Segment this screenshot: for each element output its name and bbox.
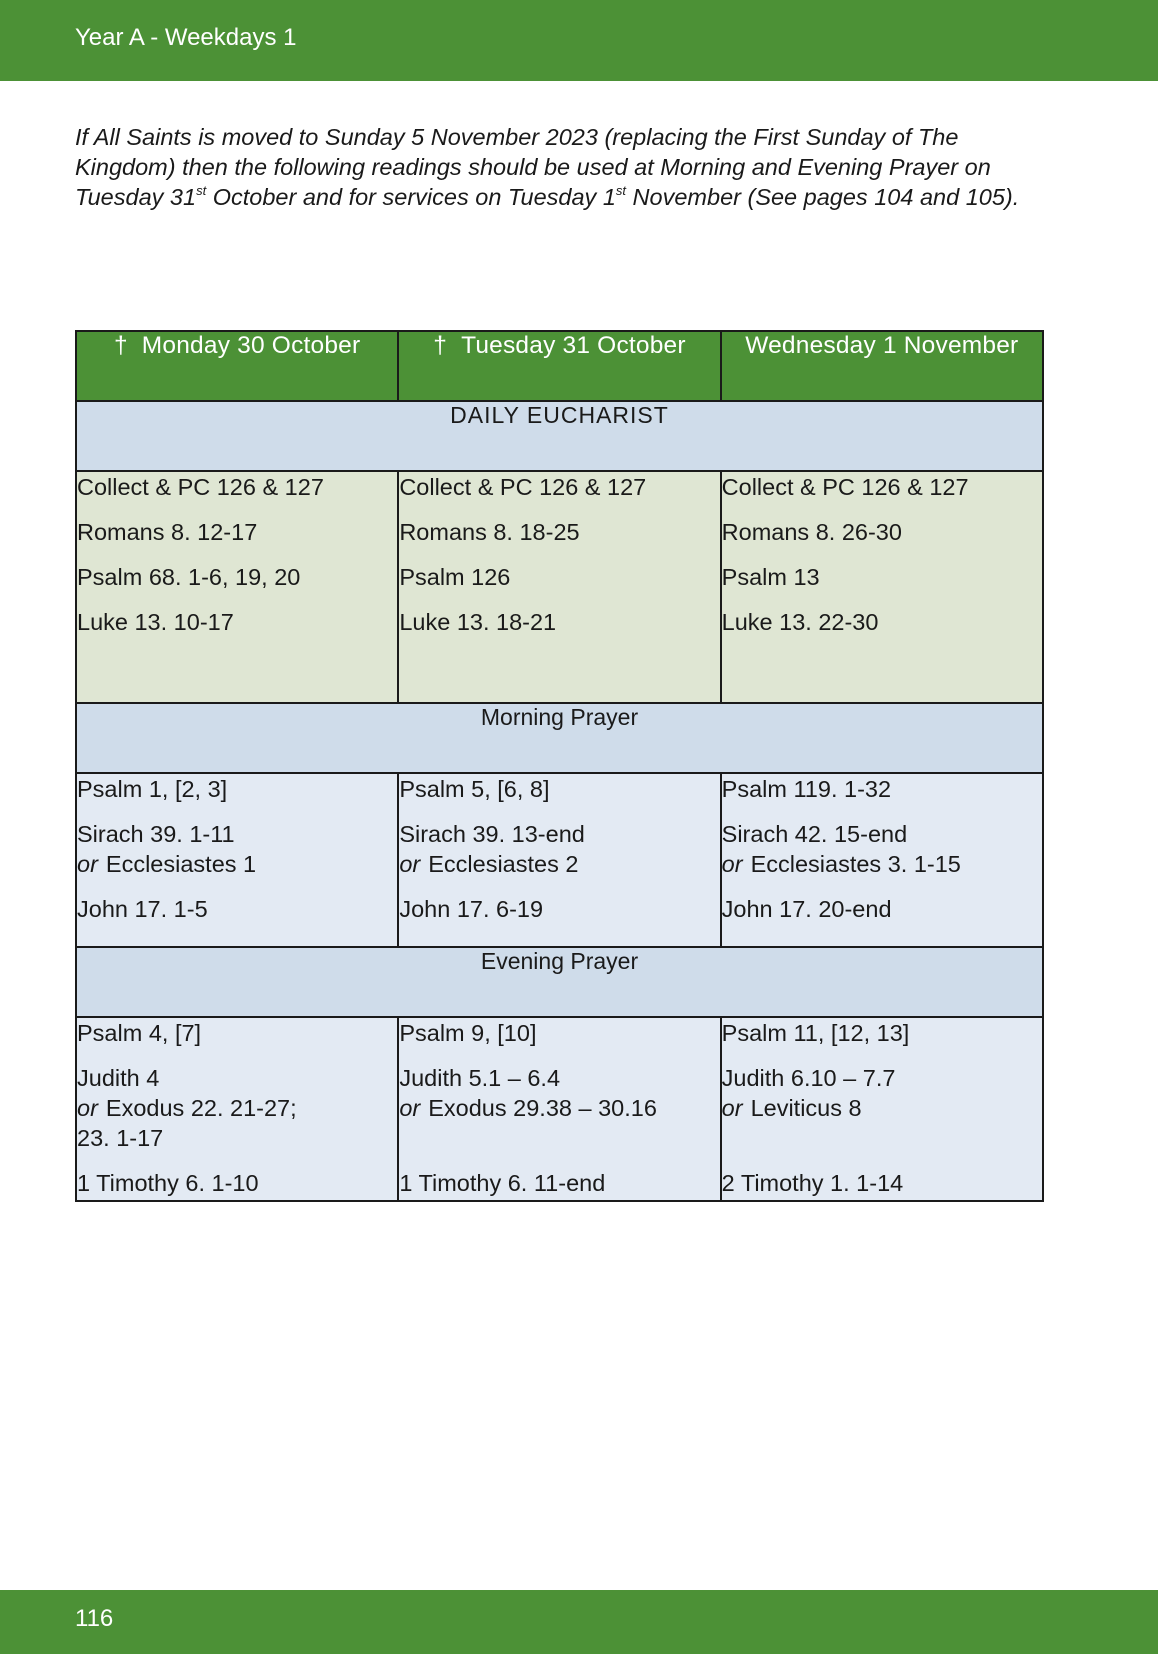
alternative-text: Exodus 22. 21-27; (105, 1095, 297, 1121)
day-label: Monday 30 October (141, 332, 361, 359)
intro-paragraph (75, 122, 1035, 212)
spacer-line (722, 1123, 1042, 1153)
intro-text-3: November (See pages 104 and 105). (626, 184, 1020, 210)
evening-row (76, 1017, 1043, 1201)
new-testament: 1 Timothy 6. 11-end (399, 1170, 606, 1196)
day-header-tuesday (398, 331, 720, 401)
first-reading: Romans 8. 12-17 (77, 519, 258, 545)
alternative-reading (399, 849, 719, 879)
psalm: Psalm 13 (721, 564, 820, 590)
old-testament: Sirach 39. 1-11 (77, 821, 235, 847)
morning-cell-tuesday (398, 773, 720, 947)
section-row-morning (76, 703, 1043, 773)
or-label: or (721, 851, 743, 877)
evening-cell-wednesday (721, 1017, 1043, 1201)
first-reading: Romans 8. 18-25 (399, 519, 580, 545)
psalm: Psalm 11, [12, 13] (721, 1020, 910, 1046)
readings-table (75, 330, 1044, 1202)
header-title: Year A - Weekdays 1 (75, 24, 297, 51)
psalm: Psalm 1, [2, 3] (77, 776, 228, 802)
day-header-monday (76, 331, 398, 401)
intro-text-2: October and for services on Tuesday 1 (206, 184, 616, 210)
or-label: or (77, 851, 98, 877)
dagger-icon: † (433, 332, 448, 359)
psalm: Psalm 4, [7] (77, 1020, 202, 1046)
new-testament: 1 Timothy 6. 1-10 (77, 1170, 259, 1196)
morning-cell-wednesday (721, 773, 1043, 947)
gospel: Luke 13. 18-21 (399, 609, 557, 635)
alternative-text: Ecclesiastes 2 (428, 851, 579, 877)
old-testament: Judith 6.10 – 7.7 (721, 1065, 896, 1091)
evening-cell-tuesday (398, 1017, 720, 1201)
first-reading: Romans 8. 26-30 (721, 519, 902, 545)
or-label: or (77, 1095, 98, 1121)
alternative-reading (722, 1093, 1042, 1123)
or-label: or (399, 851, 421, 877)
page-number: 116 (75, 1605, 114, 1632)
collect: Collect & PC 126 & 127 (721, 474, 969, 500)
new-testament: 2 Timothy 1. 1-14 (721, 1170, 904, 1196)
old-testament: Judith 5.1 – 6.4 (399, 1065, 561, 1091)
intro-sup-2: st (615, 183, 627, 199)
gospel: Luke 13. 22-30 (721, 609, 879, 635)
alternative-reading (722, 849, 1042, 879)
morning-cell-monday (76, 773, 398, 947)
spacer-line (399, 1123, 719, 1153)
footer-bar (0, 1590, 1158, 1654)
alternative-reading (77, 1093, 397, 1123)
section-title-morning: Morning Prayer (76, 703, 1043, 773)
eucharist-cell-tuesday (398, 471, 720, 703)
gospel: Luke 13. 10-17 (77, 609, 234, 635)
eucharist-cell-monday (76, 471, 398, 703)
section-title-eucharist: DAILY EUCHARIST (76, 401, 1043, 471)
or-label: or (721, 1095, 743, 1121)
section-row-eucharist (76, 401, 1043, 471)
new-testament: John 17. 6-19 (399, 896, 544, 922)
intro-sup-1: st (196, 183, 207, 199)
alternative-continuation: 23. 1-17 (77, 1125, 164, 1151)
alternative-text: Leviticus 8 (750, 1095, 862, 1121)
collect: Collect & PC 126 & 127 (399, 474, 647, 500)
day-header-wednesday (721, 331, 1043, 401)
day-label: Wednesday 1 November (745, 332, 1019, 359)
alternative-text: Ecclesiastes 3. 1-15 (750, 851, 961, 877)
day-header-row (76, 331, 1043, 401)
section-row-evening (76, 947, 1043, 1017)
evening-cell-monday (76, 1017, 398, 1201)
alternative-reading (77, 849, 397, 879)
psalm: Psalm 126 (399, 564, 511, 590)
section-title-evening: Evening Prayer (76, 947, 1043, 1017)
psalm: Psalm 119. 1-32 (721, 776, 892, 802)
collect: Collect & PC 126 & 127 (77, 474, 324, 500)
new-testament: John 17. 20-end (721, 896, 892, 922)
eucharist-cell-wednesday (721, 471, 1043, 703)
or-label: or (399, 1095, 421, 1121)
header-bar (0, 0, 1158, 81)
intro-text-1: If All Saints is moved to Sunday 5 November 2023 (replacing the First Sunday of The Kingdom) then the following readings should be used at Morning and Evening Prayer on Tuesday 31 (75, 124, 991, 210)
old-testament: Sirach 39. 13-end (399, 821, 585, 847)
old-testament: Judith 4 (77, 1065, 160, 1091)
day-label: Tuesday 31 October (461, 332, 686, 359)
psalm: Psalm 9, [10] (399, 1020, 537, 1046)
morning-row (76, 773, 1043, 947)
psalm: Psalm 5, [6, 8] (399, 776, 550, 802)
psalm: Psalm 68. 1-6, 19, 20 (77, 564, 301, 590)
dagger-icon: † (113, 332, 128, 359)
new-testament: John 17. 1-5 (77, 896, 208, 922)
eucharist-row (76, 471, 1043, 703)
old-testament: Sirach 42. 15-end (721, 821, 908, 847)
alternative-reading (399, 1093, 719, 1123)
alternative-text: Exodus 29.38 – 30.16 (428, 1095, 657, 1121)
alternative-text: Ecclesiastes 1 (105, 851, 257, 877)
